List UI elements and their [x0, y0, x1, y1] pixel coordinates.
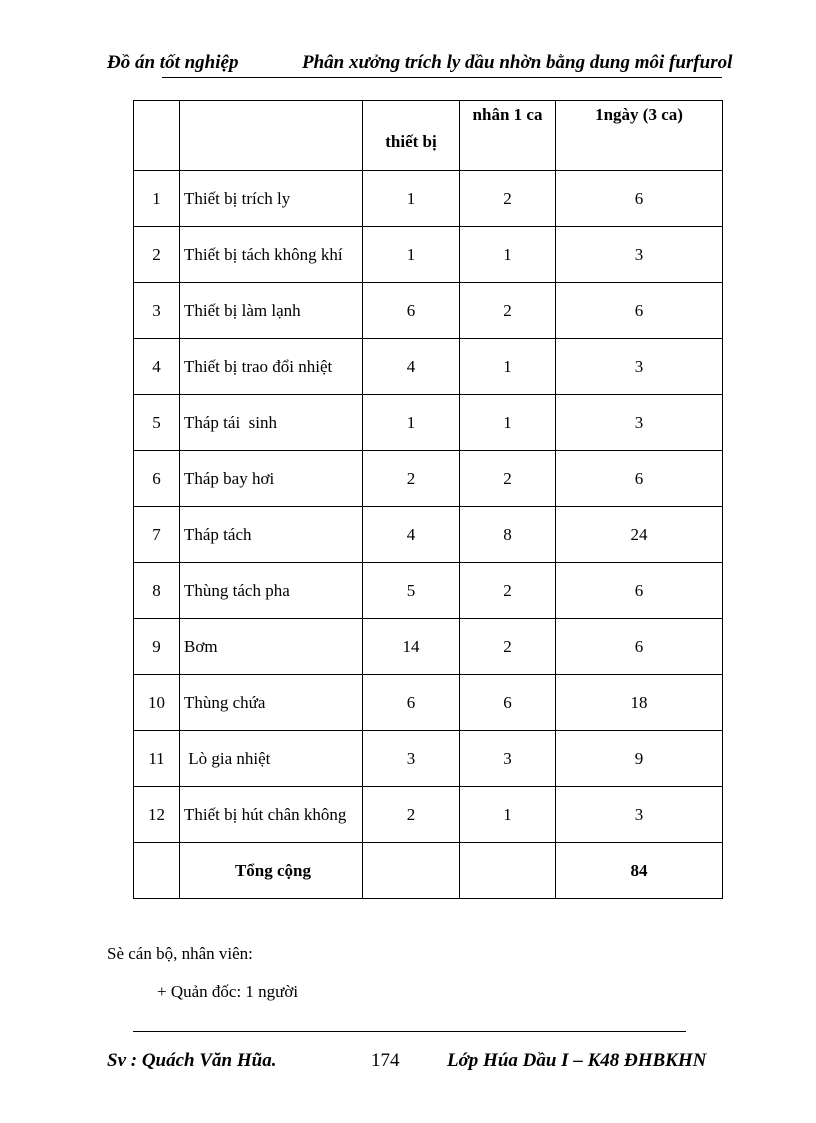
- row-per-day: 3: [556, 227, 723, 283]
- header-divider: [162, 77, 722, 78]
- total-empty-index: [134, 843, 180, 899]
- page-number: 174: [371, 1050, 400, 1071]
- row-per-shift: 2: [460, 171, 556, 227]
- table-row: [134, 171, 723, 227]
- row-equipment-name: Thiết bị trao đổi nhiệt: [180, 339, 363, 395]
- table-header-row: [134, 101, 723, 171]
- row-equipment-count: 4: [363, 507, 460, 563]
- row-index: 5: [134, 395, 180, 451]
- row-equipment-count: 4: [363, 339, 460, 395]
- total-value: 84: [556, 843, 723, 899]
- row-per-shift: 1: [460, 339, 556, 395]
- row-per-shift: 1: [460, 395, 556, 451]
- row-per-shift: 6: [460, 675, 556, 731]
- row-per-day: 3: [556, 339, 723, 395]
- header-cell-per-shift: nhân 1 ca: [460, 101, 556, 171]
- table-row: [134, 619, 723, 675]
- header-title-left: Đồ án tốt nghiệp: [107, 52, 239, 73]
- row-per-shift: 2: [460, 283, 556, 339]
- row-per-day: 3: [556, 395, 723, 451]
- row-index: 2: [134, 227, 180, 283]
- row-per-shift: 2: [460, 451, 556, 507]
- row-equipment-count: 6: [363, 283, 460, 339]
- row-equipment-name: Thiết bị tách không khí: [180, 227, 363, 283]
- row-equipment-name: Lò gia nhiệt: [180, 731, 363, 787]
- row-equipment-name: Thiết bị trích ly: [180, 171, 363, 227]
- row-index: 12: [134, 787, 180, 843]
- row-per-day: 18: [556, 675, 723, 731]
- row-per-shift: 3: [460, 731, 556, 787]
- row-index: 3: [134, 283, 180, 339]
- row-per-day: 6: [556, 283, 723, 339]
- table-row: [134, 787, 723, 843]
- row-index: 11: [134, 731, 180, 787]
- equipment-staff-table: [133, 100, 723, 899]
- row-equipment-count: 1: [363, 171, 460, 227]
- row-per-shift: 1: [460, 787, 556, 843]
- row-equipment-name: Thiết bị hút chân không: [180, 787, 363, 843]
- row-index: 10: [134, 675, 180, 731]
- table-row: [134, 227, 723, 283]
- total-empty-shift: [460, 843, 556, 899]
- table-row: [134, 731, 723, 787]
- row-equipment-count: 14: [363, 619, 460, 675]
- row-index: 7: [134, 507, 180, 563]
- row-equipment-name: Tháp tái sinh: [180, 395, 363, 451]
- table-row: [134, 507, 723, 563]
- header-title-right: Phân xưởng trích ly dầu nhờn bằng dung môi furfurol: [302, 52, 733, 73]
- footer-class: Lớp Húa Dầu I – K48 ĐHBKHN: [447, 1050, 707, 1071]
- header-cell-equipment: thiết bị: [363, 101, 460, 171]
- row-equipment-name: Thiết bị làm lạnh: [180, 283, 363, 339]
- row-index: 8: [134, 563, 180, 619]
- staff-paragraph: Sè cán bộ, nhân viên:: [107, 944, 253, 963]
- header-cell-per-day: 1ngày (3 ca): [556, 101, 723, 171]
- row-equipment-name: Tháp bay hơi: [180, 451, 363, 507]
- row-equipment-count: 2: [363, 787, 460, 843]
- row-index: 4: [134, 339, 180, 395]
- table-row: [134, 395, 723, 451]
- row-equipment-count: 5: [363, 563, 460, 619]
- row-equipment-count: 1: [363, 395, 460, 451]
- total-label: Tổng cộng: [180, 843, 363, 899]
- row-per-shift: 2: [460, 563, 556, 619]
- row-per-day: 3: [556, 787, 723, 843]
- header-cell-index: [134, 101, 180, 171]
- row-per-day: 9: [556, 731, 723, 787]
- row-per-shift: 1: [460, 227, 556, 283]
- row-equipment-count: 2: [363, 451, 460, 507]
- row-index: 6: [134, 451, 180, 507]
- row-equipment-name: Thùng chứa: [180, 675, 363, 731]
- table-row: [134, 563, 723, 619]
- table-row: [134, 339, 723, 395]
- manager-line: + Quản đốc: 1 người: [157, 982, 299, 1001]
- row-equipment-count: 1: [363, 227, 460, 283]
- table-total-row: [134, 843, 723, 899]
- row-per-day: 6: [556, 451, 723, 507]
- table-row: [134, 675, 723, 731]
- row-equipment-name: Bơm: [180, 619, 363, 675]
- row-equipment-name: Tháp tách: [180, 507, 363, 563]
- row-per-day: 6: [556, 171, 723, 227]
- table-row: [134, 283, 723, 339]
- table-row: [134, 451, 723, 507]
- row-equipment-count: 6: [363, 675, 460, 731]
- row-per-shift: 8: [460, 507, 556, 563]
- total-empty-equipment: [363, 843, 460, 899]
- row-per-day: 6: [556, 563, 723, 619]
- row-equipment-count: 3: [363, 731, 460, 787]
- row-equipment-name: Thùng tách pha: [180, 563, 363, 619]
- row-per-day: 24: [556, 507, 723, 563]
- row-per-shift: 2: [460, 619, 556, 675]
- row-per-day: 6: [556, 619, 723, 675]
- footer-divider: [133, 1031, 686, 1032]
- row-index: 1: [134, 171, 180, 227]
- footer-student: Sv : Quách Văn Hũa.: [107, 1050, 277, 1071]
- row-index: 9: [134, 619, 180, 675]
- header-cell-name: [180, 101, 363, 171]
